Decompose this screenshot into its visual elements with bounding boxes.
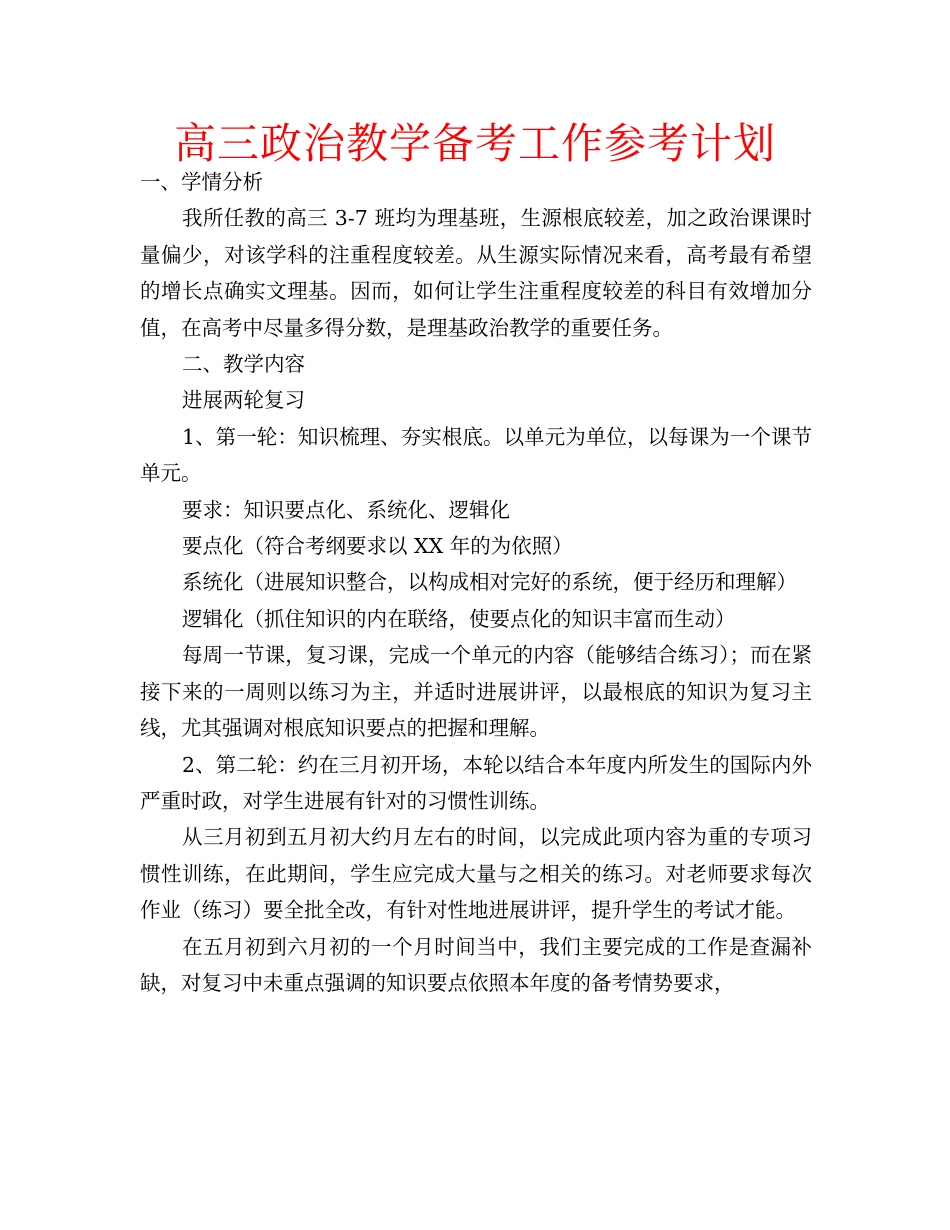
paragraph: 要点化（符合考纲要求以 XX 年的为依照） <box>182 534 573 559</box>
paragraph: 1、第一轮：知识梳理、夯实根底。以单元为单位，以每课为一个课节单元。 <box>140 424 812 486</box>
paragraph: 从三月初到五月初大约月左右的时间，以完成此项内容为重的专项习惯性训练，在此期间，学生应完成大量与之相关的练习。对老师要求每次作业（练习）要全批全改，有针对性地进展讲评，提升学生的考试才能。 <box>140 825 812 923</box>
paragraph: 逻辑化（抓住知识的内在联络，使要点化的知识丰富而生动） <box>182 606 736 631</box>
document-title: 高三政治教学备考工作参考计划 <box>173 119 776 168</box>
paragraph: 要求：知识要点化、系统化、逻辑化 <box>182 497 510 522</box>
paragraph: 系统化（进展知识整合，以构成相对完好的系统，便于经历和理解） <box>182 570 797 595</box>
paragraph: 我所任教的高三 3-7 班均为理基班，生源根底较差，加之政治课课时量偏少，对该学科的注重程度较差。从生源实际情况来看，高考最有希望的增长点确实文理基。因而，如何让学生注重程度较差的科目有效增加分值，在高考中尽量多得分数，是理基政治教学的重要任务。 <box>140 206 812 340</box>
paragraph: 每周一节课，复习课，完成一个单元的内容（能够结合练习）；而在紧接下来的一周则以练习为主，并适时进展讲评，以最根底的知识为复习主线，尤其强调对根底知识要点的把握和理解。 <box>140 643 812 741</box>
paragraph: 一、学情分析 <box>140 170 263 194</box>
paragraph: 在五月初到六月初的一个月时间当中，我们主要完成的工作是查漏补缺，对复习中未重点强调的知识要点依照本年度的备考情势要求， <box>140 934 812 995</box>
document-body <box>140 164 812 1001</box>
paragraph: 二、教学内容 <box>182 352 305 377</box>
paragraph: 2、第二轮：约在三月初开场，本轮以结合本年度内所发生的国际内外严重时政，对学生进展有针对的习惯性训练。 <box>140 752 812 813</box>
paragraph: 进展两轮复习 <box>182 388 305 413</box>
